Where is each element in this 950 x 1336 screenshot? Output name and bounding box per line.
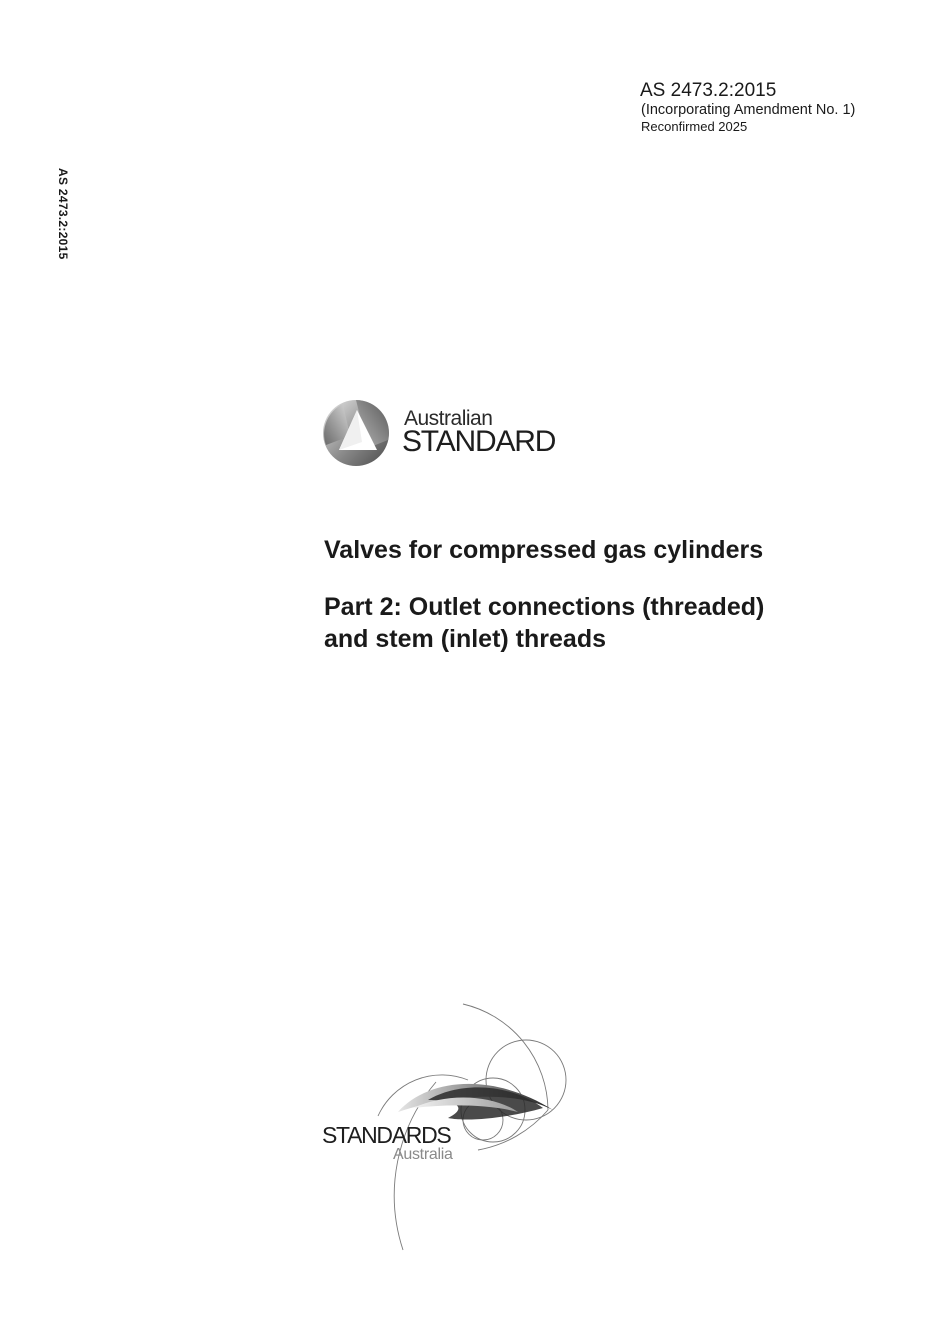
document-subtitle	[324, 591, 924, 655]
amendment-note: (Incorporating Amendment No. 1)	[641, 102, 856, 118]
standard-number: AS 2473.2:2015	[640, 80, 777, 101]
logo-text-standard: STANDARD	[402, 425, 556, 458]
australian-standard-logo	[322, 398, 572, 468]
standards-australia-logo	[318, 1000, 588, 1260]
logo-text-australia: Australia	[393, 1146, 453, 1163]
reconfirmed-note: Reconfirmed 2025	[641, 119, 748, 134]
spine-standard-number: AS 2473.2:2015	[56, 168, 70, 260]
subtitle-line: and stem (inlet) threads	[324, 625, 606, 653]
document-header	[640, 80, 855, 134]
logo-text-standards: STANDARDS	[322, 1122, 451, 1148]
australian-standard-emblem-icon	[322, 398, 392, 468]
document-title: Valves for compressed gas cylinders	[324, 536, 764, 564]
title-block	[324, 534, 924, 655]
subtitle-line: Part 2: Outlet connections (threaded)	[324, 593, 765, 621]
logo-text-australian: Australian	[404, 407, 493, 430]
